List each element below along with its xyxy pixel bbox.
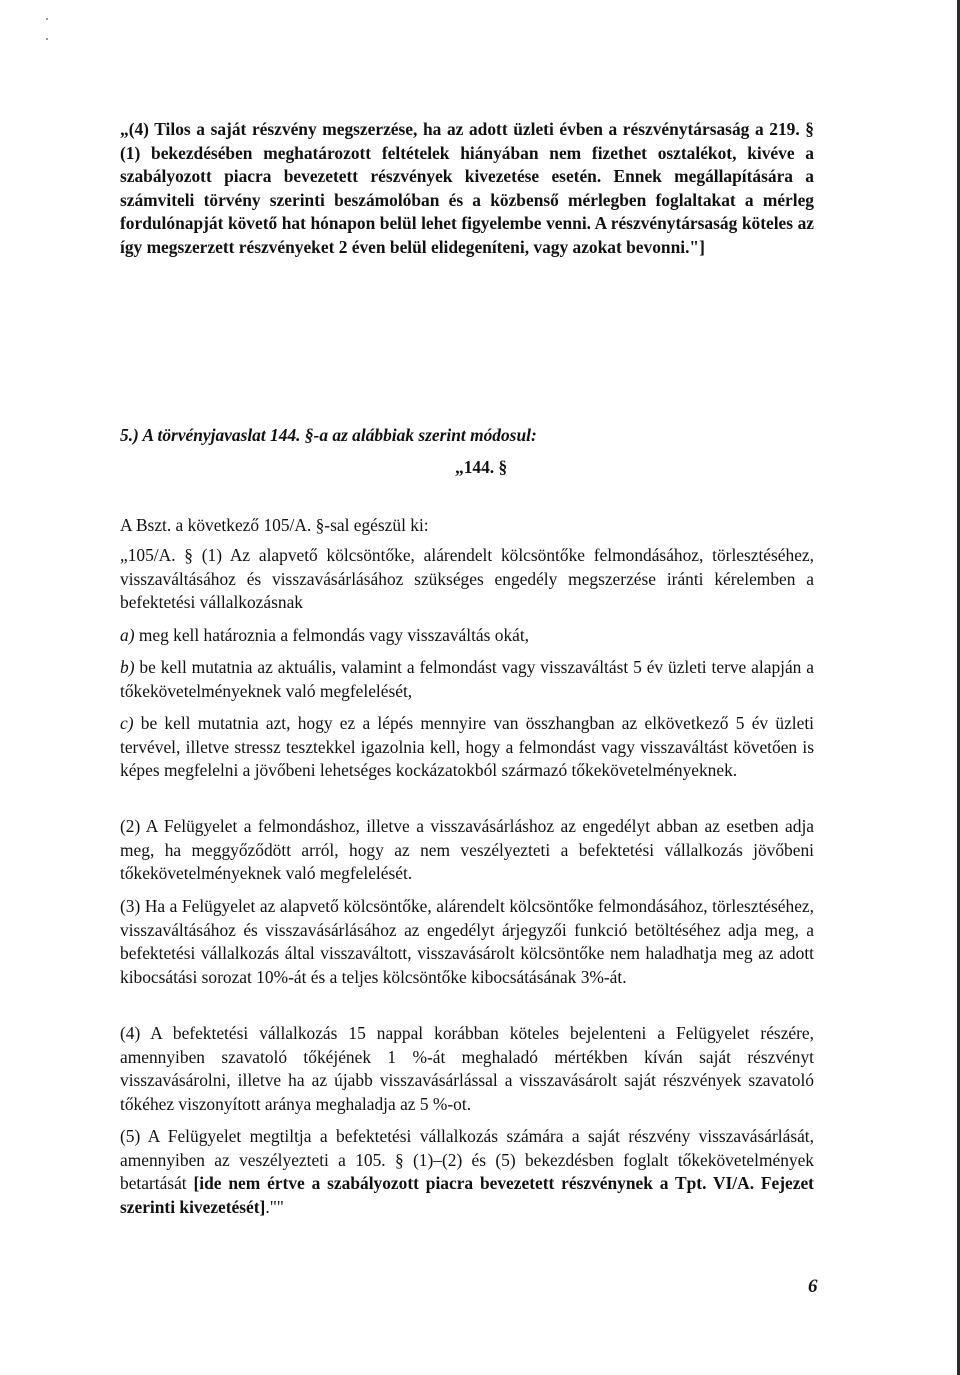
- paragraph-5: [120, 1125, 814, 1219]
- quoted-paragraph: „(4) Tilos a saját részvény megszerzése, ha az adott üzleti évben a részvénytársaság a 219. § (1) bekezdésében meghatározott feltételek hiányában nem fizethet osztalékot, kivéve a szabályozott piacra bevezetett részvények kivezetése esetén. Ennek megállapítására a számviteli törvény szerinti beszámolóban és a közbenső mérlegben foglaltakat a mérleg fordulónapját követő hat hónapon belül lehet figyelembe venni. A részvénytársaság köteles az így megszerzett részvényeket 2 éven belül elidegeníteni, vagy azokat bevonni."]: [120, 119, 814, 257]
- point-c-text: be kell mutatnia azt, hogy ez a lépés mennyire van összhangban az elkövetkező 5 év üzleti tervével, illetve stressz tesztekkel igazolnia kell, hogy a felmondást vagy visszaváltást követően is képes megfelelni a jövőbeni lehetséges kockázatokból származó tőkekövetelményeknek.: [120, 713, 814, 780]
- point-a: [120, 624, 814, 648]
- paragraph-5-bold-text: [ide nem értve a szabályozott piacra bevezetett részvénynek a Tpt. VI/A. Fejezet szerinti kivezetését]: [120, 1173, 814, 1217]
- scan-speck: [46, 18, 48, 20]
- amendment-heading: 5.) A törvényjavaslat 144. §-a az alábbiak szerint módosul:: [120, 425, 537, 445]
- paragraph-4: (4) A befektetési vállalkozás 15 nappal korábban köteles bejelenteni a Felügyelet részére, amennyiben szavatoló tőkéjének 1 %-át meghaladó mértékben kíván saját részvényt visszavásárolni, illetve ha az újabb visszavásárlással a visszavásárolt saját részvények szavatoló tőkéhez viszonyított aránya meghaladja az 5 %-ot.: [120, 1023, 814, 1114]
- point-b-letter: b): [120, 657, 135, 677]
- section-number: „144. §: [455, 457, 508, 477]
- paragraph-5-text: (5) A Felügyelet megtiltja a befektetési vállalkozás számára a saját részvény visszavásárlását, amennyiben az veszélyezteti a 105. § (1)–(2) és (5) bekezdésben foglalt tőkekövetelmények betartását: [120, 1126, 814, 1193]
- paragraph-5-closing: ."": [265, 1196, 284, 1217]
- page-number: 6: [808, 1276, 818, 1297]
- point-a-text: meg kell határoznia a felmondás vagy visszaváltás okát,: [134, 625, 530, 645]
- point-c: [120, 712, 814, 783]
- point-c-letter: c): [120, 713, 134, 733]
- paragraph-3: (3) Ha a Felügyelet az alapvető kölcsöntőke, alárendelt kölcsöntőke felmondásához, törlesztéséhez, visszaváltásához és visszavásárlásához az engedélyt árjegyzői funkció betöltéséhez adja meg, a befektetési vállalkozás által visszaváltott, visszavásárolt kölcsöntőke nem haladhatja meg az adott kibocsátási sorozat 10%-át és a teljes kölcsöntőke kibocsátásának 3%-át.: [120, 896, 814, 987]
- point-a-letter: a): [120, 625, 135, 645]
- point-b: [120, 656, 814, 703]
- paragraph-2: (2) A Felügyelet a felmondáshoz, illetve a visszavásárláshoz az engedélyt abban az esetben adja meg, ha meggyőződött arról, hogy az nem veszélyezteti a befektetési vállalkozás jövőbeni tőkekövetelményeknek való megfelelését.: [120, 816, 814, 883]
- paragraph-1: „105/A. § (1) Az alapvető kölcsöntőke, alárendelt kölcsöntőke felmondásához, törlesztéséhez, visszaváltásához és visszavásárlásához szükséges engedély megszerzése iránti kérelemben a befektetési vállalkozásnak: [120, 545, 814, 612]
- scan-speck: [46, 38, 48, 40]
- intro-line: A Bszt. a következő 105/A. §-sal egészül ki:: [120, 515, 429, 535]
- point-b-text: be kell mutatnia az aktuális, valamint a felmondást vagy visszaváltást 5 év üzleti terve alapján a tőkekövetelményeknek való megfelelését,: [120, 657, 814, 701]
